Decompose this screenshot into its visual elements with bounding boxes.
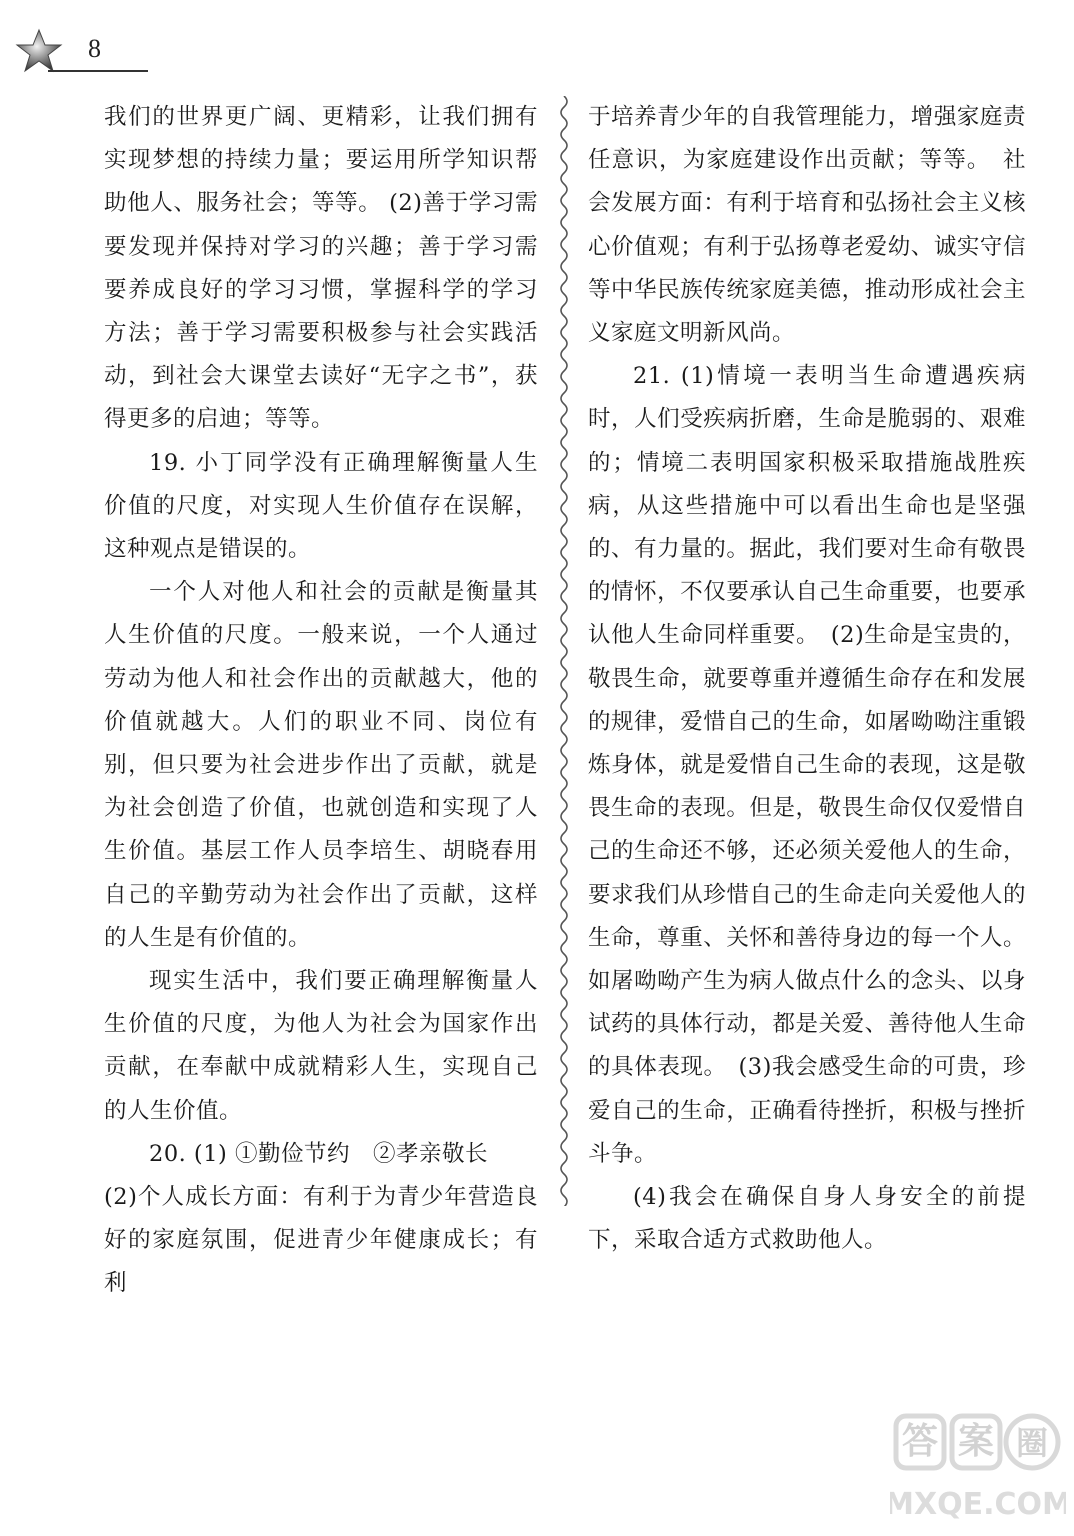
star-icon bbox=[14, 28, 64, 74]
paragraph: 21. (1)情境一表明当生命遭遇疾病时，人们受疾病折磨，生命是脆弱的、艰难的；情境二表明国家积极采取措施战胜疾病，从这些措施中可以看出生命也是坚强的、有力量的。据此，我们要对生命有敬畏的情怀，不仅要承认自己生命重要，也要承认他人生命同样重要。 (2)生命是宝贵的，敬畏生命，就要尊重并遵循生命存在和发展的规律，爱惜自己的生命，如屠呦呦注重锻炼身体，就是爱惜自己生命的表现，这是敬畏生命的表现。但是，敬畏生命仅仅爱惜自己的生命还不够，还必须关爱他人的生命，要求我们从珍惜自己的生命走向关爱他人的生命，尊重、关怀和善待身边的每一个人。如屠呦呦产生为病人做点什么的念头、以身试药的具体行动，都是关爱、善待他人生命的具体表现。 (3)我会感受生命的可贵，珍爱自己的生命，正确看待挫折，积极与挫折斗争。 bbox=[588, 363, 1026, 1167]
paragraph: 19. 小丁同学没有正确理解衡量人生价值的尺度，对实现人生价值存在误解，这种观点是错误的。 bbox=[104, 449, 538, 563]
paragraph: (2)个人成长方面：有利于为青少年营造良好的家庭氛围，促进青少年健康成长；有利 bbox=[104, 1184, 538, 1297]
paragraph: 于培养青少年的自我管理能力，增强家庭责任意识，为家庭建设作出贡献；等等。 社会发展方面：有利于培育和弘扬社会主义核心价值观；有利于弘扬尊老爱幼、诚实守信等中华民族传统家庭美德，推动形成社会主义家庭文明新风尚。 bbox=[588, 104, 1026, 347]
wavy-column-divider bbox=[551, 96, 577, 1206]
paragraph: 现实生活中，我们要正确理解衡量人生价值的尺度，为他人为社会为国家作出贡献，在奉献中成就精彩人生，实现自己的人生价值。 bbox=[104, 968, 538, 1124]
page-number: 8 bbox=[88, 34, 101, 63]
paragraph: 20. (1) ①勤俭节约 ②孝亲敬长 bbox=[149, 1140, 488, 1167]
paragraph: (4)我会在确保自身人身安全的前提下，采取合适方式救助他人。 bbox=[588, 1184, 1026, 1254]
right-column bbox=[588, 96, 1026, 1262]
header-rule bbox=[48, 70, 148, 72]
left-column bbox=[104, 96, 538, 1306]
paragraph: 我们的世界更广阔、更精彩，让我们拥有实现梦想的持续力量；要运用所学知识帮助他人、服务社会；等等。 (2)善于学习需要发现并保持对学习的兴趣；善于学习需要养成良好的学习习惯，掌握科学的学习方法；善于学习需要积极参与社会实践活动，到社会大课堂去读好“无字之书”，获得更多的启迪；等等。 bbox=[104, 104, 538, 433]
watermark-logo bbox=[890, 1406, 1066, 1530]
page-header bbox=[14, 28, 154, 80]
svg-text:案: 案 bbox=[957, 1421, 995, 1462]
svg-text:答: 答 bbox=[901, 1421, 939, 1462]
svg-text:圈: 圈 bbox=[1015, 1424, 1049, 1462]
svg-text:MXQE.COM: MXQE.COM bbox=[890, 1487, 1066, 1522]
paragraph: 一个人对他人和社会的贡献是衡量其人生价值的尺度。一般来说，一个人通过劳动为他人和社会作出的贡献越大，他的价值就越大。人们的职业不同、岗位有别，但只要为社会进步作出了贡献，就是为社会创造了价值，也就创造和实现了人生价值。基层工作人员李培生、胡晓春用自己的辛勤劳动为社会作出了贡献，这样的人生是有价值的。 bbox=[104, 579, 538, 951]
